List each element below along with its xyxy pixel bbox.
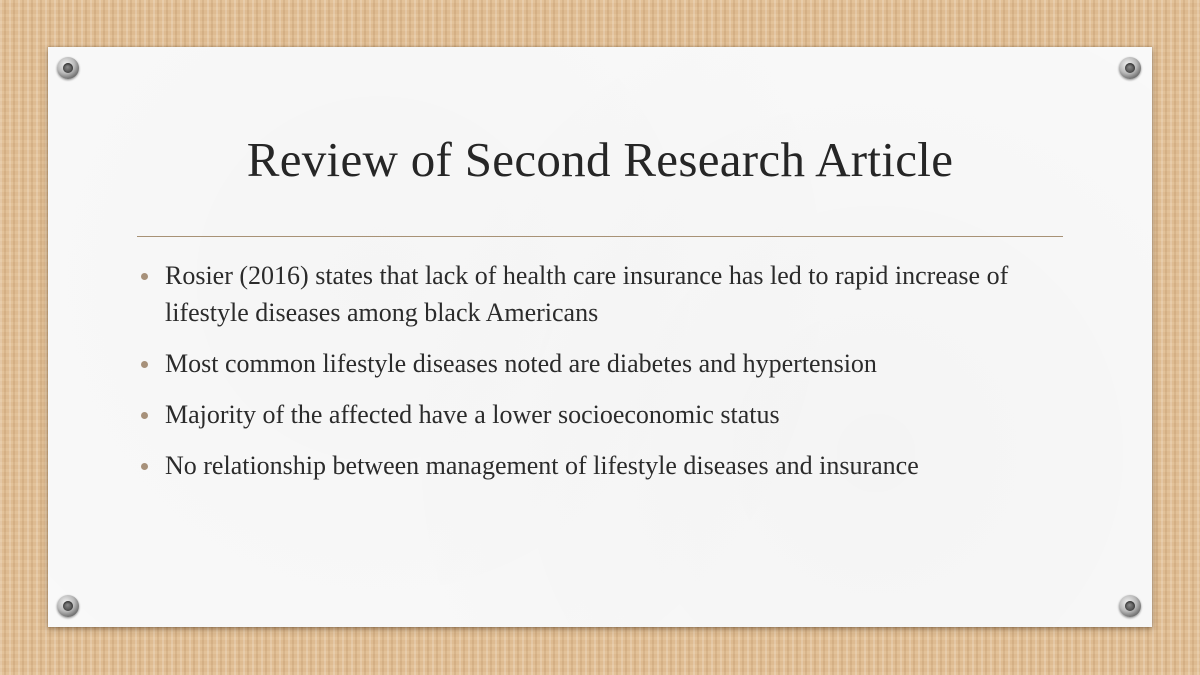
bullet-text: Most common lifestyle diseases noted are diabetes and hypertension xyxy=(165,349,877,378)
grommet-icon xyxy=(1119,595,1141,617)
bullet-item xyxy=(137,257,1077,331)
bullet-icon xyxy=(141,412,148,419)
bullet-list xyxy=(137,257,1077,498)
slide-paper xyxy=(48,47,1152,627)
bullet-icon xyxy=(141,463,148,470)
grommet-icon xyxy=(57,595,79,617)
bullet-icon xyxy=(141,361,148,368)
bullet-text: Majority of the affected have a lower socioeconomic status xyxy=(165,400,780,429)
bullet-item xyxy=(137,396,1077,433)
bullet-text: No relationship between management of lifestyle diseases and insurance xyxy=(165,451,919,480)
bullet-item xyxy=(137,345,1077,382)
bullet-text: Rosier (2016) states that lack of health care insurance has led to rapid increase of lifestyle diseases among black Americans xyxy=(165,261,1009,327)
bullet-icon xyxy=(141,273,148,280)
bullet-item xyxy=(137,447,1077,484)
title-divider xyxy=(137,236,1063,237)
grommet-icon xyxy=(1119,57,1141,79)
slide-title: Review of Second Research Article xyxy=(246,132,954,187)
grommet-icon xyxy=(57,57,79,79)
